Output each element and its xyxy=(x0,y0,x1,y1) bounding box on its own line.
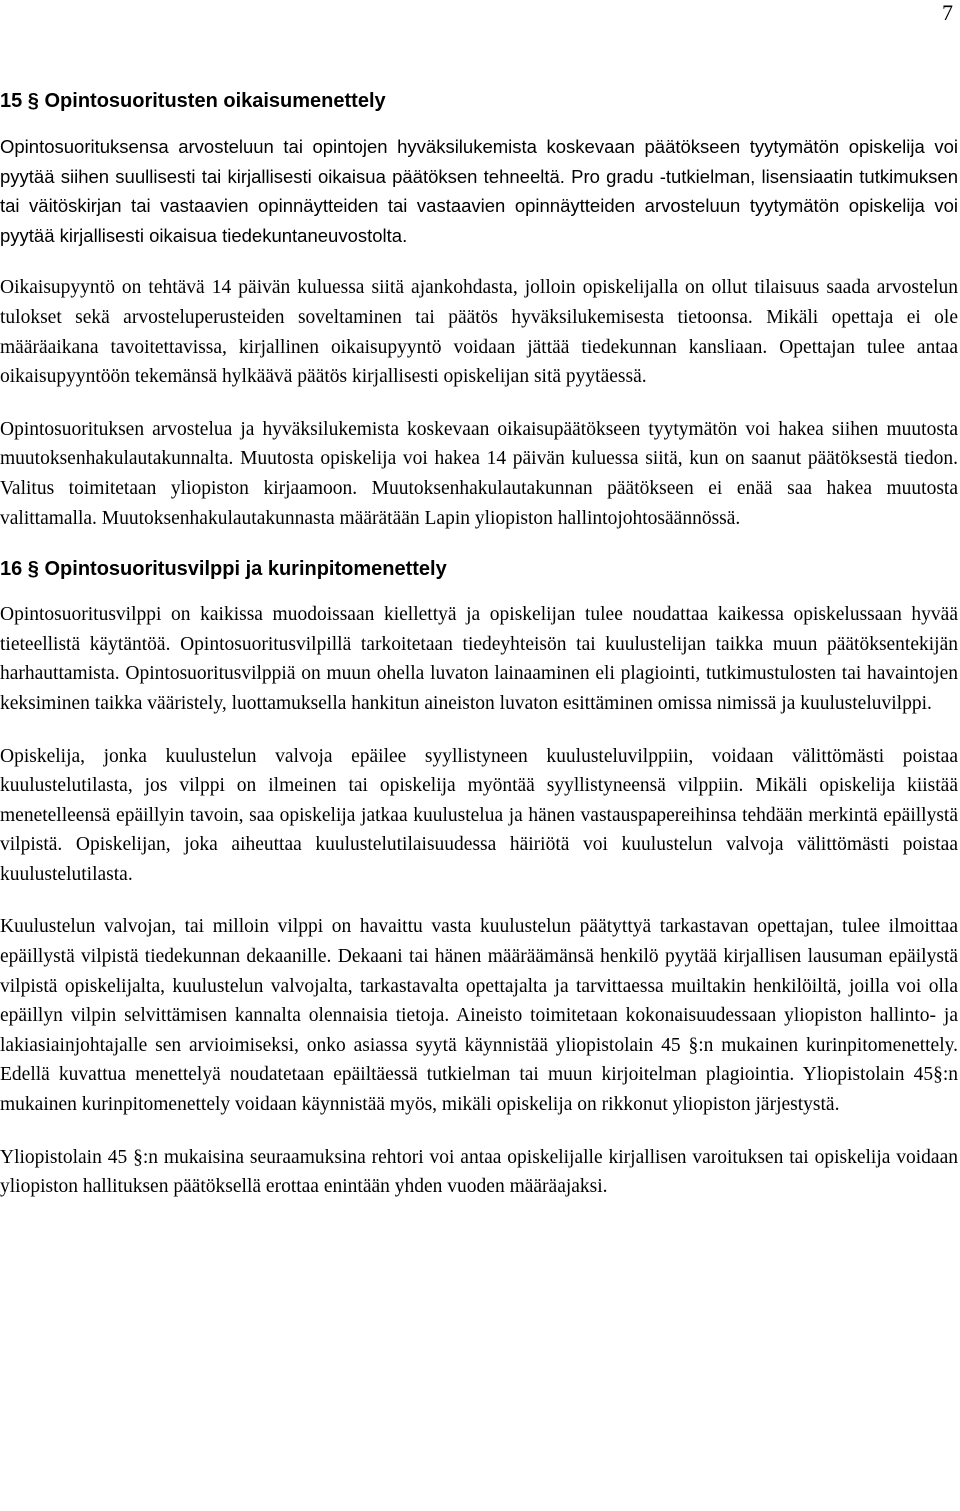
document-body xyxy=(0,88,958,1202)
section-16-paragraph-2: Opiskelija, jonka kuulustelun valvoja epäilee syyllistyneen kuulusteluvilppiin, voidaan välittömästi poistaa kuulustelutilasta, jos vilppi on ilmeinen tai opiskelija myöntää syyllistyneensä vilppiin. Mikäli opiskelija kiistää menetelleensä epäillyin tavoin, saa opiskelija jatkaa kuulustelua ja hänen vastauspapereihinsa tehdään merkintä epäillystä vilpistä. Opiskelijan, joka aiheuttaa kuulustelutilaisuudessa häiriötä voi kuulustelun valvoja välittömästi poistaa kuulustelutilasta. xyxy=(0,745,958,885)
section-15-paragraph-2: Oikaisupyyntö on tehtävä 14 päivän kuluessa siitä ajankohdasta, jolloin opiskelijalla on ollut tilaisuus saada arvostelun tulokset sekä arvosteluperusteiden soveltaminen tai päätös hyväksilukemisesta tietoonsa. Mikäli opettaja ei ole määräaikana tavoitettavissa, kirjallinen oikaisupyyntö voidaan jättää tiedekunnan kansliaan. Opettajan tulee antaa oikaisupyyntöön tekemänsä hylkäävä päätös kirjallisesti opiskelijan sitä pyytäessä. xyxy=(0,277,958,388)
section-16-paragraph-1: Opintosuoritusvilppi on kaikissa muodoissaan kiellettyä ja opiskelijan tulee noudattaa kaikessa opiskelussaan hyvää tieteellistä käytäntöä. Opintosuoritusvilpillä tarkoitetaan tiedeyhteisön tai kuulustelijan taikka muun päätöksentekijän harhauttamista. Opintosuoritusvilppiä on muun ohella luvaton lainaaminen eli plagiointi, tutkimustulosten tai havaintojen keksiminen taikka vääristely, luottamuksella hankitun aineiston luvaton esittäminen omissa nimissä ja kuulusteluvilppi. xyxy=(0,604,958,714)
section-15-heading: 15 § Opintosuoritusten oikaisumenettely xyxy=(0,90,386,112)
section-15-paragraph-1: Opintosuorituksensa arvosteluun tai opintojen hyväksilukemista koskevaan päätökseen tyytymätön opiskelija voi pyytää siihen suullisesti tai kirjallisesti oikaisua päätöksen tehneeltä. Pro gradu -tutkielman, lisensiaatin tutkimuksen tai väitöskirjan tai vastaavien opinnäytteiden tai vastaavien opinnäytteiden arvosteluun tyytymätön opiskelija voi pyytää kirjallisesti oikaisua tiedekuntaneuvostolta. xyxy=(0,136,958,246)
section-15-paragraph-3: Opintosuorituksen arvostelua ja hyväksilukemista koskevaan oikaisupäätökseen tyytymätön voi hakea siihen muutosta muutoksenhakulautakunnalta. Muutosta opiskelija voi hakea 14 päivän kuluessa siitä, kun on saanut päätöksestä tiedon. Valitus toimitetaan yliopiston kirjaamoon. Muutoksenhakulautakunnan päätökseen ei enää saa hakea muutosta valittamalla. Muutoksenhakulautakunnasta määrätään Lapin yliopiston hallintojohtosäännössä. xyxy=(0,418,958,529)
section-16-paragraph-4: Yliopistolain 45 §:n mukaisina seuraamuksina rehtori voi antaa opiskelijalle kirjallisen varoituksen tai opiskelija voidaan yliopiston hallituksen päätöksellä erottaa enintään yhden vuoden määräajaksi. xyxy=(0,1146,958,1198)
section-16-heading: 16 § Opintosuoritusvilppi ja kurinpitomenettely xyxy=(0,558,447,581)
page-number: 7 xyxy=(942,0,953,25)
section-16-paragraph-3: Kuulustelun valvojan, tai milloin vilppi on havaittu vasta kuulustelun päätyttyä tarkastavan opettajan, tulee ilmoittaa epäillystä vilpistä tiedekunnan dekaanille. Dekaani tai hänen määräämänsä henkilö pyytää kirjallisen lausuman epäilystä vilpistä opiskelijalta, kuulustelun valvojalta, tarkastavalta opettajalta ja tarvittaessa muiltakin henkilöiltä, joilla voi olla epäillyn vilpin selvittämisen kannalta olennaisia tietoja. Aineisto toimitetaan kokonaisuudessaan yliopiston hallinto- ja lakiasiainjohtajalle sen arvioimiseksi, onko asiassa syytä käynnistää yliopistolain 45 §:n mukainen kurinpitomenettely. Edellä kuvattua menettelyä noudatetaan epäiltäessä tutkielman tai muun kirjoitelman plagiointia. Yliopistolain 45§:n mukainen kurinpitomenettely voidaan käynnistää myös, mikäli opiskelija on rikkonut yliopiston järjestystä. xyxy=(0,916,958,1116)
